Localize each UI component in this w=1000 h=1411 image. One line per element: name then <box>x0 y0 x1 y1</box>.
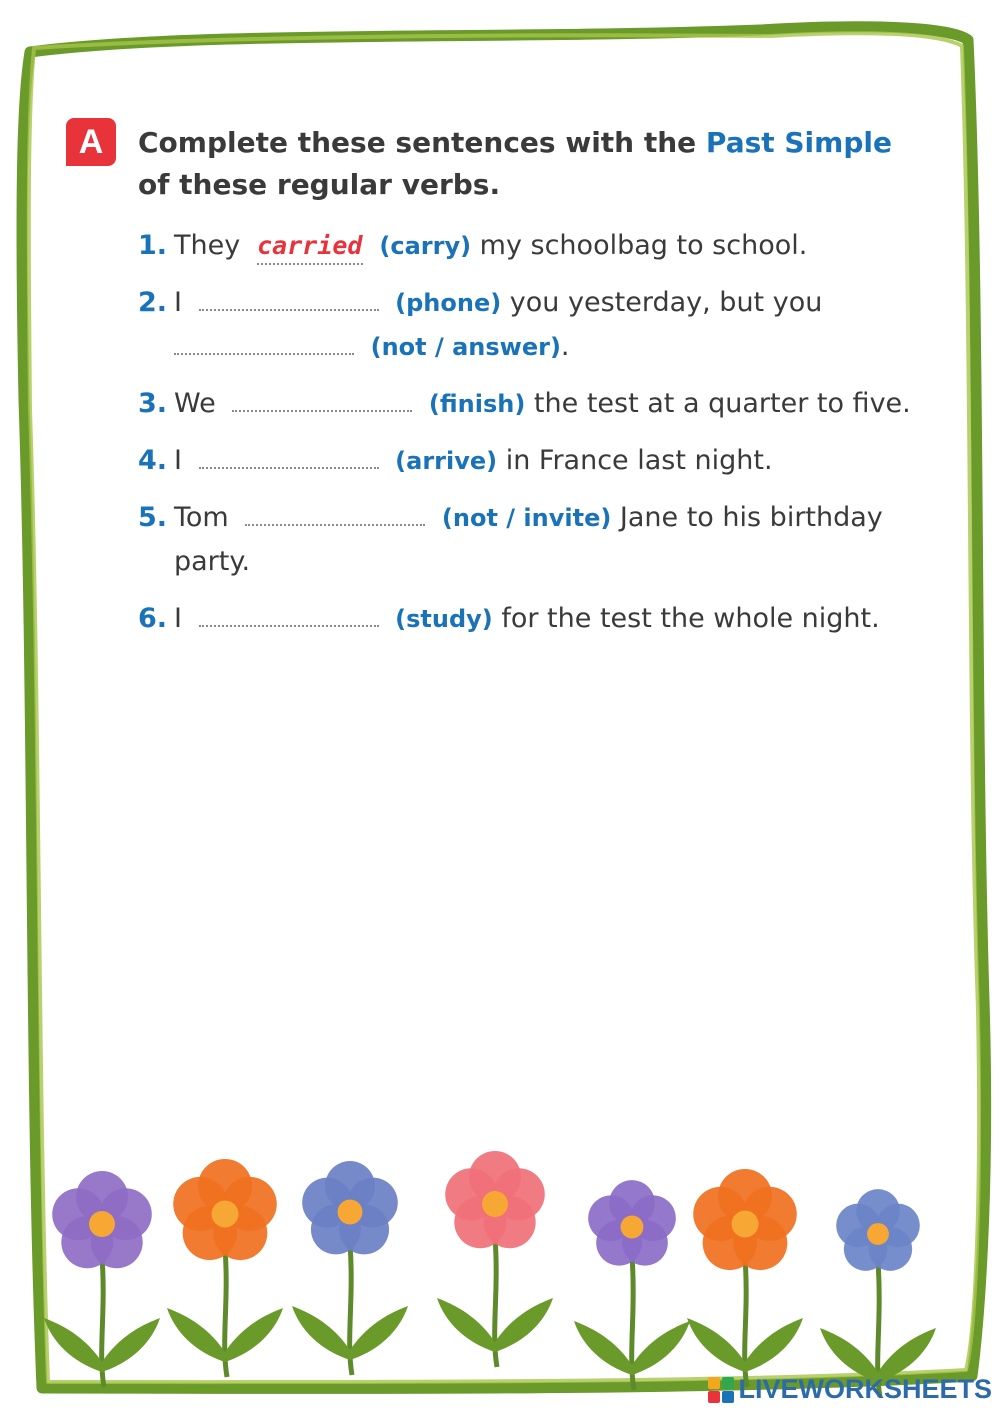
exercise-badge: A <box>66 118 116 166</box>
flower-icon <box>292 1161 408 1375</box>
liveworksheets-logo: LIVEWORKSHEETS <box>708 1374 992 1405</box>
item-number: 4. <box>138 445 168 476</box>
sentence-item-1: 1. They carried (carry) my schoolbag to school. <box>138 224 928 268</box>
verb-hint: (not / invite) <box>441 504 612 532</box>
instruction-text: Complete these sentences with the Past Simple of these regular verbs. <box>138 126 892 201</box>
flower-icon <box>574 1180 690 1390</box>
flower-icon <box>820 1189 936 1397</box>
item-number: 5. <box>138 502 168 533</box>
flower-icon <box>167 1159 283 1377</box>
sentence-item-4: 4. I (arrive) in France last night. <box>138 439 928 483</box>
verb-hint: (not / answer) <box>370 333 561 361</box>
sentence-item-3: 3. We (finish) the test at a quarter to five. <box>138 382 928 426</box>
item-number: 6. <box>138 603 168 634</box>
flower-icon <box>44 1171 160 1387</box>
sentence-item-6: 6. I (study) for the test the whole night. <box>138 597 928 641</box>
item-number: 3. <box>138 388 168 419</box>
liveworksheets-logo-icon <box>708 1377 734 1403</box>
item-number: 1. <box>138 230 168 261</box>
verb-hint: (study) <box>395 605 493 633</box>
verb-hint: (arrive) <box>395 447 498 475</box>
verb-hint: (finish) <box>428 390 526 418</box>
verb-hint: (carry) <box>379 232 472 260</box>
past-simple-highlight: Past Simple <box>705 126 892 159</box>
sentence-item-5: 5. Tom (not / invite) Jane to his birthday party. <box>138 496 928 584</box>
flower-icon <box>687 1169 803 1387</box>
sentence-item-2: 2. I (phone) you yesterday, but you (not / answer). <box>138 281 928 369</box>
verb-hint: (phone) <box>395 289 502 317</box>
flower-icon <box>437 1151 553 1367</box>
item-number: 2. <box>138 287 168 318</box>
answer-field[interactable]: carried <box>257 229 363 265</box>
